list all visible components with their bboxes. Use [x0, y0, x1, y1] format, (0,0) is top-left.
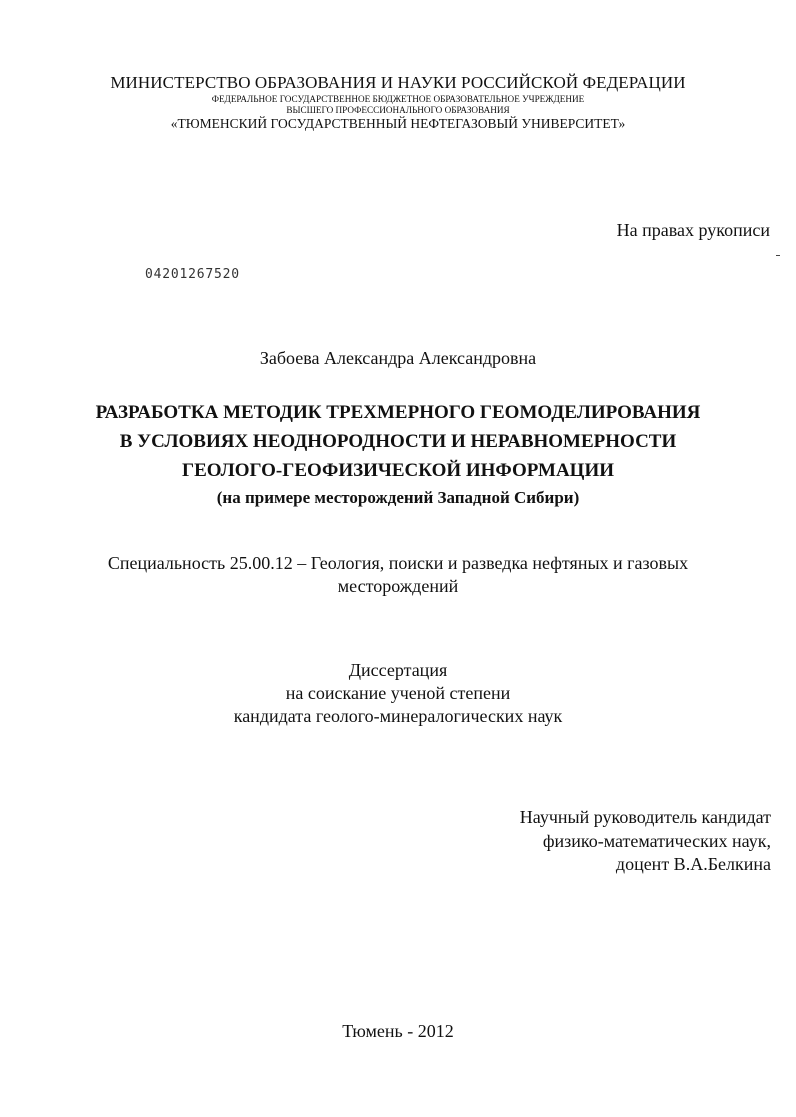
dissertation-line-3: кандидата геолого-минералогических наук — [233, 706, 563, 726]
rights-note: На правах рукописи — [616, 220, 770, 240]
ministry-heading: МИНИСТЕРСТВО ОБРАЗОВАНИЯ И НАУКИ РОССИЙСКОЙ ФЕДЕРАЦИИ — [110, 73, 686, 92]
title-line-3: ГЕОЛОГО-ГЕОФИЗИЧЕСКОЙ ИНФОРМАЦИИ — [182, 460, 614, 481]
dissertation-line-2: на соискание ученой степени — [285, 683, 511, 703]
university-name: «ТЮМЕНСКИЙ ГОСУДАРСТВЕННЫЙ НЕФТЕГАЗОВЫЙ УНИВЕРСИТЕТ» — [170, 116, 626, 131]
supervisor-block — [520, 806, 771, 877]
dissertation-block — [0, 659, 796, 728]
registration-code: 04201267520 — [145, 267, 240, 282]
supervisor-line-1: Научный руководитель кандидат — [519, 807, 771, 827]
city-year: Тюмень - 2012 — [342, 1021, 454, 1041]
dissertation-line-1: Диссертация — [348, 660, 448, 680]
dissertation-title — [0, 398, 796, 485]
author-name: Забоева Александра Александровна — [259, 348, 537, 368]
title-line-2: В УСЛОВИЯХ НЕОДНОРОДНОСТИ И НЕРАВНОМЕРНОСТИ — [119, 431, 677, 452]
education-level: ВЫСШЕГО ПРОФЕССИОНАЛЬНОГО ОБРАЗОВАНИЯ — [286, 105, 510, 115]
scan-mark — [776, 255, 780, 256]
institution-type: ФЕДЕРАЛЬНОЕ ГОСУДАРСТВЕННОЕ БЮДЖЕТНОЕ ОБРАЗОВАТЕЛЬНОЕ УЧРЕЖДЕНИЕ — [211, 94, 585, 104]
supervisor-line-2: физико-математических наук, — [542, 830, 771, 851]
specialty-line-2: месторождений — [337, 576, 459, 596]
specialty-block — [0, 552, 796, 598]
title-line-1: РАЗРАБОТКА МЕТОДИК ТРЕХМЕРНОГО ГЕОМОДЕЛИРОВАНИЯ — [95, 402, 701, 423]
dissertation-subtitle: (на примере месторождений Западной Сибири) — [216, 488, 580, 507]
supervisor-line-3: доцент В.А.Белкина — [615, 854, 771, 874]
specialty-line-1: Специальность 25.00.12 – Геология, поиски и разведка нефтяных и газовых — [107, 553, 689, 573]
